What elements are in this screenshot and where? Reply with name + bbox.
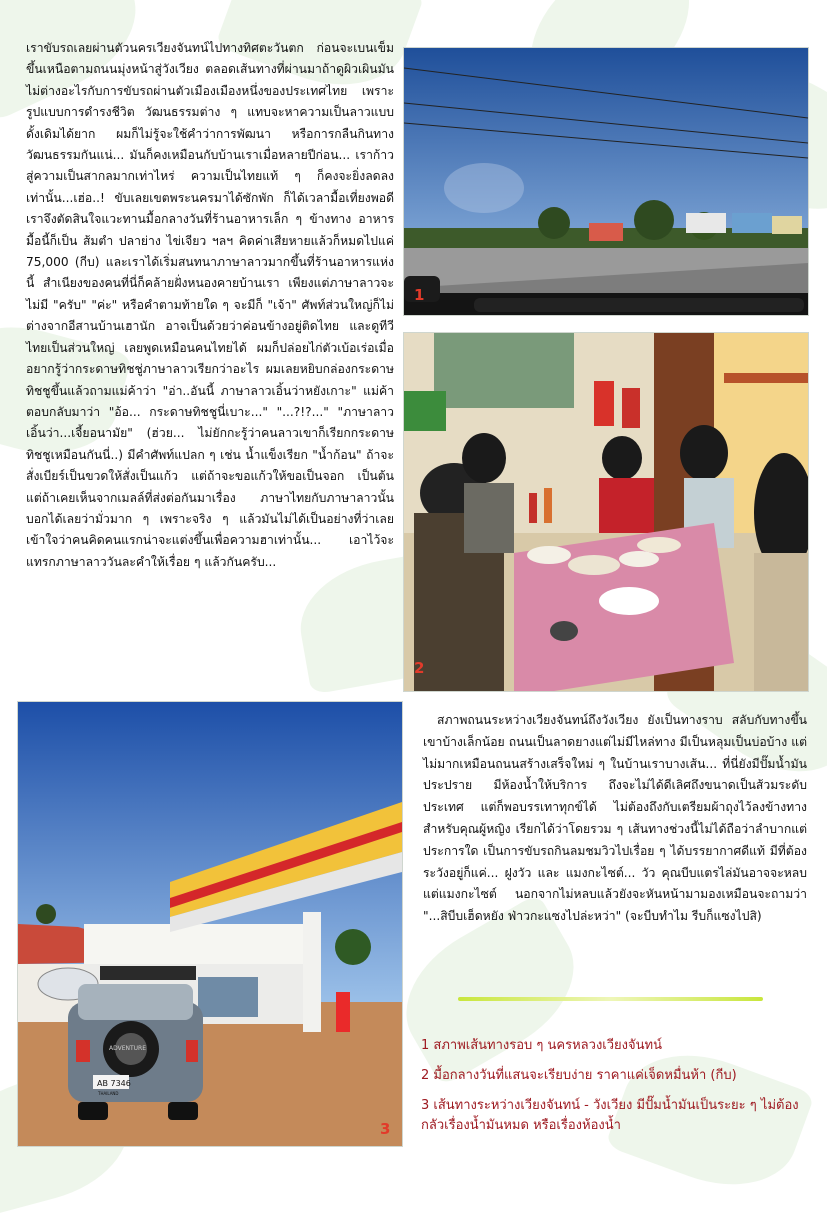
photo-caption-3: 3 เส้นทางระหว่างเวียงจันทน์ - วังเวียง มีปั๊มน้ำมันเป็นระยะ ๆ ไม่ต้องกลัวเรื่องน้ำมันหมด หรือเรื่องห้องน้ำ <box>421 1098 799 1133</box>
photo-road <box>403 47 809 316</box>
photo-caption-2: 2 มื้อกลางวันที่แสนจะเรียบง่าย ราคาแค่เจ็ดหมื่นห้า (กีบ) <box>421 1068 737 1083</box>
article-left-column <box>26 38 394 573</box>
license-plate-text: AB 7346 <box>97 1079 131 1088</box>
photo-caption-1: 1 สภาพเส้นทางรอบ ๆ นครหลวงเวียงจันทน์ <box>421 1038 662 1053</box>
caption-divider <box>458 997 763 1001</box>
article-paragraph: สภาพถนนระหว่างเวียงจันทน์ถึงวังเวียง ยังเป็นทางราบ สลับกับทางขึ้นเขาบ้างเล็กน้อย ถนนเป็นลาดยางแต่ไม่มีไหล่ทาง มีเป็นหลุมเป็นบ่อบ้าง แต่ไม่มากเหมือนถนนสร้างเสร็จใหม่ ๆ ในบ้านเราบางเส้น... ที่นี่ยังมีปั๊มน้ำมันประปราย มีห้องน้ำให้บริการ ถึงจะไม่ได้ดีเลิศถึงขนาดเป็นส้วมระดับประเทศ แต่ก็พอบรรเทาทุกข์ได้ ไม่ต้องถึงกับเตรียมผ้าถุงไว้ลงข้างทางสำหรับคุณผู้หญิง เรียกได้ว่าโดยรวม ๆ เส้นทางช่วงนี้ไม่ได้ถือว่าลำบากแต่ประการใด เป็นการขับรถกินลมชมวิวไปเรื่อย ๆ ได้บรรยากาศดีแท้ มีที่ต้องระวังอยู่ก็แค่... ฝูงวัว และ แมงกะไซต์... วัว คุณบีบแตรไล่มันอาจจะหลบ แต่แมงกะไซต์ นอกจากไม่หลบแล้วยังจะหันหน้ามามองเหมือนจะถามว่า "...สิบีบเฮ็ดหยัง ฟ่าวกะแซงไปล่ะหว่า" (จะบีบทำไม รีบก็แซงไปสิ) <box>423 713 807 924</box>
article-paragraph: เราขับรถเลยผ่านตัวนครเวียงจันทน์ไปทางทิศตะวันตก ก่อนจะเบนเข็มขึ้นเหนือตามถนนมุ่งหน้าสู่วังเวียง ตลอดเส้นทางที่ผ่านมาถ้าดูผิวเผินมันไม่ต่างอะไรกับการขับรถผ่านตัวเมืองเมืองหนึ่งของประเทศไทย เพราะรูปแบบการดำรงชีวิต วัฒนธรรมต่าง ๆ แทบจะหาความเป็นลาวแบบดั้งเดิมได้ยาก ผมก็ไม่รู้จะใช้คำว่าการพัฒนา หรือการกลืนกินทางวัฒนธรรมกันแน่... มันก็คงเหมือนกับบ้านเราเมื่อหลายปีก่อน... เราก้าวสู่ความเป็นสากลมากเท่าไหร่ ความเป็นไทยแท้ ๆ ก็คงจะยิ่งลดลงเท่านั้น...เฮ่อ..! ขับเลยเขตพระนครมาได้ซักพัก ก็ได้เวลามื้อเที่ยงพอดี เราจึงตัดสินใจแวะทานมื้อกลางวันที่ร้านอาหารเล็ก ๆ ข้างทาง อาหารมื้อนี้ก็เป็น ส้มตำ ปลาย่าง ไข่เจียว ฯลฯ คิดค่าเสียหายแล้วก็หมดไปแค่ 75,000 (กีบ) และเราได้เริ่มสนทนาภาษาลาวมากขึ้นที่ร้านอาหารแห่งนี้ สำเนียงของคนที่นี่ก็คล้ายฝั่งหนองคายบ้านเรา เพียงแต่ภาษาลาวจะไม่มี "ครับ" "ค่ะ" หรือคำตามท้ายใด ๆ จะมีก็ "เจ้า" ศัพท์ส่วนใหญ่ก็ไม่ต่างจากอีสานบ้านเฮานัก อาจเป็นด้วยว่าค่อนข้างอยู่ติดไทย และดูทีวีไทยเป็นส่วนใหญ่ เลยพูดเหมือนคนไทยได้ ผมก็ปล่อยไก่ตัวเบ้อเร่อเมื่ออยากรู้ว่ากระดาษทิชชู่ภาษาลาวเรียกว่าอะไร ผมเลยหยิบกล่องกระดาษทิชชูขึ้นแล้วถามแม่ค้าว่า "อ่า..อันนี้ ภาษาลาวเอิ้นว่าหยังเกาะ" แม่ค้าตอบกลับมาว่า "อ้อ... กระดาษทิชชูนี่เบาะ..." "...?!?..." "ภาษาลาวเอิ้นว่า...เจี้ยอนามัย" (ฮ่วย... ไม่ยักกะรู้ว่าคนลาวเขาก็เรียกกระดาษทิชชูเหมือนกันนี่..) มีคำศัพท์แปลก ๆ เช่น น้ำแข็งเรียก "น้ำก้อน" ถ้าจะสั่งเบียร์เป็นขวดให้สั่งเป็นแก้ว แต่ถ้าจะขอแก้วให้ขอเป็นจอก เป็นต้น แต่ถ้าเคยเห็นจากเมลล์ที่ส่งต่อกันมาเรื่อง ภาษาไทยกับภาษาลาวนั้น บอกได้เลยว่ามั่วมาก ๆ เพราะจริง ๆ แล้วมันไม่ได้เป็นอย่างที่ว่าเลย เข้าใจว่าคนคิดคนแรกน่าจะแต่งขึ้นเพื่อความฮาเท่านั้น... เอาไว้จะแทรกภาษาลาววันละคำให้เรื่อย ๆ แล้วกันครับ... <box>26 41 394 569</box>
gas-station-illustration <box>18 702 402 1146</box>
article-right-column <box>423 710 807 928</box>
photo-number: 1 <box>414 286 425 304</box>
photo-number: 2 <box>414 659 425 677</box>
road-scene-illustration <box>404 48 808 315</box>
license-plate-region-text: THAILAND <box>98 1091 119 1096</box>
photo-lunch <box>403 332 809 692</box>
spare-tire-label-text: ADVENTURE <box>109 1045 147 1052</box>
photo-gas-station <box>17 701 403 1147</box>
photo-number: 3 <box>380 1120 391 1138</box>
lunch-scene-illustration <box>404 333 808 691</box>
photo-captions <box>421 1036 811 1146</box>
